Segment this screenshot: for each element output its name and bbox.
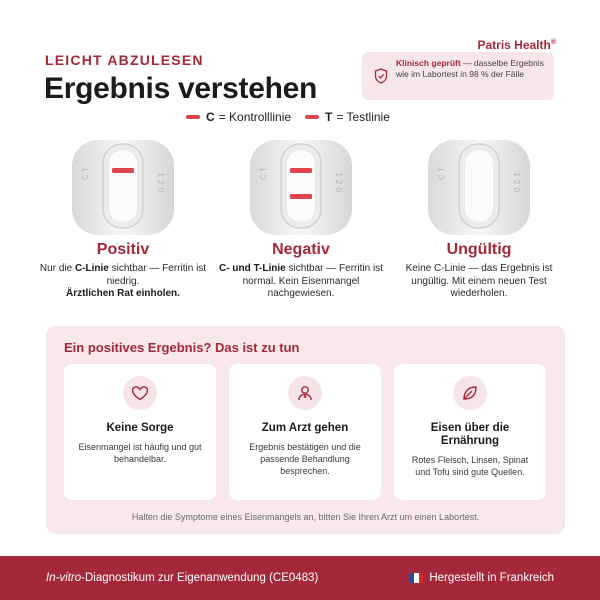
- shield-check-icon: [374, 68, 388, 84]
- clinical-badge: [362, 52, 554, 100]
- page-title: Ergebnis verstehen: [44, 72, 318, 105]
- test-line-swatch: [305, 115, 319, 119]
- footer-ivd-text: In-vitro-Diagnostikum zur Eigenanwendung (CE0483): [46, 572, 319, 584]
- result-negative: [216, 140, 386, 301]
- result-invalid: [394, 140, 564, 301]
- card-text: Rotes Fleisch, Linsen, Spinat und Tofu sind gute Quellen.: [411, 455, 529, 477]
- card-see-doctor: [229, 364, 381, 500]
- result-title: Ungültig: [446, 241, 512, 258]
- clinical-badge-bold: Klinisch geprüft: [396, 58, 461, 68]
- control-line-swatch: [186, 115, 200, 119]
- footer-bar: [0, 556, 600, 600]
- cassette-label-left: C T: [81, 166, 90, 180]
- clinical-badge-text: — dasselbe Ergebnis wie im Labortest in 98 % der Fälle: [396, 58, 544, 79]
- cassette-label-left: C T: [437, 166, 446, 180]
- card-title: Zum Arzt gehen: [261, 422, 349, 434]
- cassette-label-right: 1 2 0: [334, 172, 343, 193]
- doctor-icon: [288, 376, 322, 410]
- result-description: C- und T-Linie sichtbar — Ferritin ist normal. Kein Eisenmangel nachgewiesen.: [219, 263, 383, 299]
- result-window: [287, 150, 315, 222]
- leaf-icon: [453, 376, 487, 410]
- cassette-label-right: 1 2 0: [512, 172, 521, 193]
- cassette-label-left: C T: [259, 166, 268, 180]
- legend-control: C = Kontrolllinie: [186, 110, 291, 124]
- result-title: Positiv: [96, 241, 150, 258]
- result-window: [465, 150, 493, 222]
- result-window: [109, 150, 137, 222]
- test-cassette-negative: [246, 140, 356, 235]
- control-line: [290, 168, 312, 173]
- test-cassette-positive: [68, 140, 178, 235]
- heart-icon: [123, 376, 157, 410]
- test-cassette-invalid: [424, 140, 534, 235]
- eyebrow-label: LEICHT ABZULESEN: [45, 52, 204, 68]
- result-description: Keine C-Linie — das Ergebnis ist ungültig. Mit einem neuen Test wiederholen.: [405, 263, 553, 299]
- brand-logo: Patris Health®: [477, 38, 556, 52]
- card-iron-diet: [394, 364, 546, 500]
- legend-test: T = Testlinie: [305, 110, 390, 124]
- panel-title: Ein positives Ergebnis? Das ist zu tun: [64, 340, 300, 355]
- card-title: Eisen über die Ernährung: [430, 422, 510, 447]
- result-description: Nur die C-Linie sichtbar — Ferritin ist niedrig. Ärztlichen Rat einholen.: [39, 263, 207, 299]
- cassette-label-right: 1 2 0: [156, 172, 165, 193]
- result-positive: [38, 140, 208, 301]
- line-legend: [186, 110, 404, 124]
- card-title: Keine Sorge: [106, 422, 174, 434]
- result-title: Negativ: [272, 241, 330, 258]
- footer-made-in: Hergestellt in Frankreich: [409, 572, 554, 584]
- test-line: [290, 194, 312, 199]
- control-line: [112, 168, 134, 173]
- card-no-worry: [64, 364, 216, 500]
- card-text: Eisenmangel ist häufig und gut behandelbar.: [78, 442, 202, 464]
- card-text: Ergebnis bestätigen und die passende Behandlung besprechen.: [249, 442, 361, 476]
- french-flag-icon: [409, 573, 423, 583]
- panel-note: Halten die Symptome eines Eisenmangels an, bitten Sie Ihren Arzt um einen Labortest.: [131, 512, 480, 522]
